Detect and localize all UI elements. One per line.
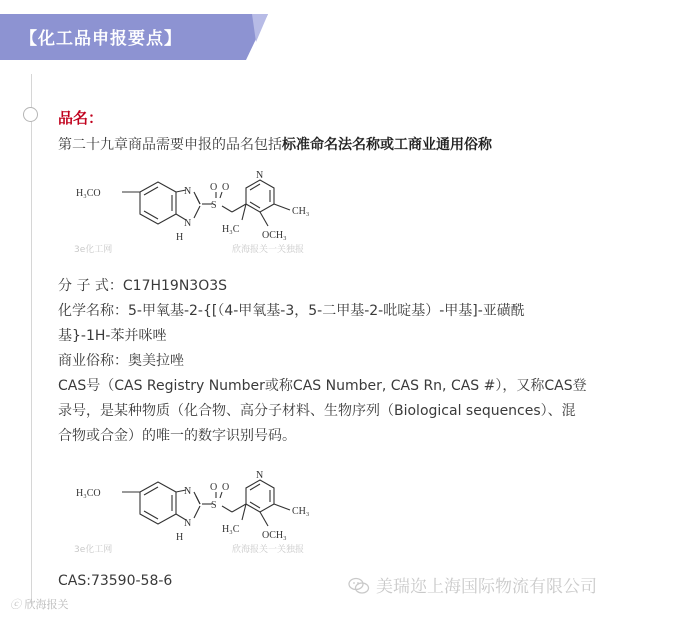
mol2-watermark-left: 3e化工网 bbox=[74, 545, 113, 555]
timeline-dot bbox=[23, 107, 38, 122]
mol2-n-h: N bbox=[184, 518, 192, 529]
cas-desc-line-1: CAS号（CAS Registry Number或称CAS Number, CAS Rn, CAS #），又称CAS登 bbox=[58, 378, 587, 394]
mol2-h3c: H₃C bbox=[222, 524, 240, 535]
cas-desc-line-2: 录号，是某种物质（化合物、高分子材料、生物序列（Biological sequences）、混 bbox=[58, 403, 576, 419]
mol2-n-pyr: N bbox=[256, 470, 264, 481]
mol2-och3: OCH₃ bbox=[262, 530, 287, 541]
mol2-h3co: H₃CO bbox=[76, 488, 101, 499]
footer-company bbox=[348, 572, 597, 597]
mol2-watermark-right: 欣海报关一关独报 bbox=[232, 545, 305, 555]
banner-title: 【化工品申报要点】 bbox=[20, 29, 182, 49]
mol1-ch3: CH₃ bbox=[292, 206, 310, 217]
mol1-s: S bbox=[211, 200, 217, 211]
molecule-structure-1 bbox=[72, 170, 332, 255]
mol1-watermark-left: 3e化工网 bbox=[74, 245, 113, 255]
formula-line: 分 子 式：C17H19N3O3S bbox=[58, 278, 228, 294]
mol2-n-top: N bbox=[184, 486, 192, 497]
footer-logo-mark-icon: ⓒ bbox=[10, 598, 21, 611]
mol1-n-top: N bbox=[184, 186, 192, 197]
section-banner bbox=[0, 14, 268, 60]
mol2-o1: O bbox=[210, 482, 218, 493]
mol2-ch3: CH₃ bbox=[292, 506, 310, 517]
footer-logo-text: 欣海报关 bbox=[24, 598, 69, 611]
wechat-icon bbox=[348, 577, 370, 595]
mol1-watermark-right: 欣海报关一关独报 bbox=[232, 245, 305, 255]
intro-bold: 标准命名法名称或工商业通用俗称 bbox=[282, 137, 492, 153]
common-name-line: 商业俗称：奥美拉唑 bbox=[58, 353, 184, 369]
mol2-h: H bbox=[176, 532, 184, 543]
mol1-o1: O bbox=[210, 182, 218, 193]
cas-number: CAS:73590-58-6 bbox=[58, 573, 173, 589]
mol1-h3c: H₃C bbox=[222, 224, 240, 235]
mol1-h3co: H₃CO bbox=[76, 188, 101, 199]
chem-name-line-1: 化学名称：5-甲氧基-2-{[（4-甲氧基-3，5-二甲基-2-吡啶基）-甲基]-亚磺酰 bbox=[58, 303, 525, 319]
timeline-line bbox=[31, 74, 32, 604]
mol2-s: S bbox=[211, 500, 217, 511]
mol1-o2: O bbox=[222, 182, 230, 193]
product-name-label: 品名： bbox=[58, 109, 104, 127]
footer-logo bbox=[10, 596, 69, 612]
cas-desc-line-3: 合物或合金）的唯一的数字识别号码。 bbox=[58, 428, 296, 444]
mol1-n-h: N bbox=[184, 218, 192, 229]
intro-text bbox=[58, 135, 492, 155]
mol1-n-pyr: N bbox=[256, 170, 264, 181]
intro-prefix: 第二十九章商品需要申报的品名包括 bbox=[58, 137, 282, 153]
footer-company-name: 美瑞迩上海国际物流有限公司 bbox=[376, 577, 597, 597]
mol2-o2: O bbox=[222, 482, 230, 493]
mol1-h: H bbox=[176, 232, 184, 243]
mol1-och3: OCH₃ bbox=[262, 230, 287, 241]
molecule-structure-2 bbox=[72, 470, 332, 555]
chem-name-line-2: 基}-1H-苯并咪唑 bbox=[58, 328, 167, 344]
